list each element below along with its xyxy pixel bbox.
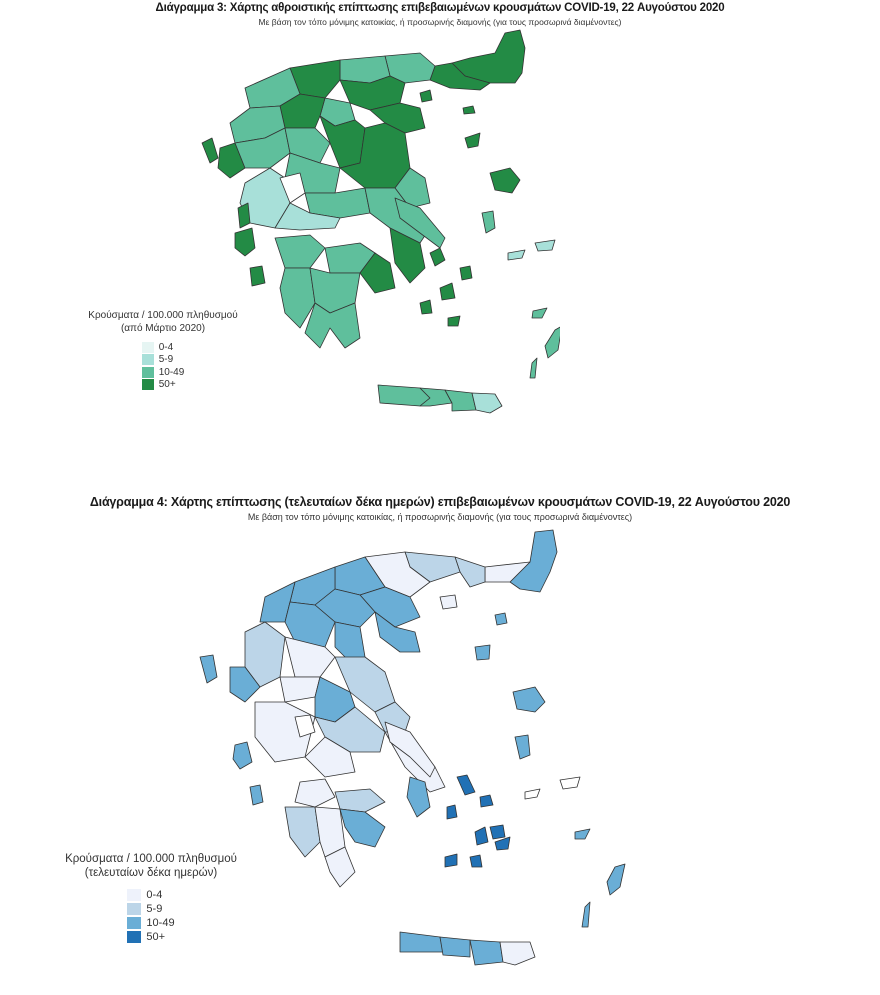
legend-swatch — [142, 367, 154, 378]
region — [400, 932, 443, 952]
region — [440, 595, 457, 609]
region — [470, 855, 482, 867]
region — [280, 677, 320, 702]
legend-item — [127, 888, 174, 902]
region — [500, 942, 535, 965]
legend-label: 10-49 — [158, 366, 185, 378]
region — [448, 316, 460, 326]
region — [508, 250, 525, 260]
legend-item — [127, 916, 174, 930]
region — [250, 266, 265, 286]
region — [607, 864, 625, 895]
legend-swatch — [127, 917, 141, 929]
legend-item — [142, 341, 185, 354]
region — [465, 133, 480, 148]
region — [335, 622, 365, 662]
region — [472, 393, 502, 413]
map1-legend-title-line1: Κρούσματα / 100.000 πληθυσμού — [88, 310, 238, 321]
region — [475, 827, 488, 845]
region — [285, 637, 335, 677]
region — [510, 530, 557, 592]
legend-label: 5-9 — [158, 354, 174, 366]
region — [460, 266, 472, 280]
legend-swatch — [142, 342, 154, 353]
legend-label: 0-4 — [146, 889, 163, 901]
region — [530, 358, 537, 378]
map2-subtitle: Με βάση τον τόπο μόνιμης κατοικίας, ή προσωρινής διαμονής (για τους προσωρινά διαμένοντες) — [247, 512, 633, 522]
region — [457, 775, 475, 795]
region — [575, 829, 590, 839]
legend-label: 50+ — [158, 379, 176, 391]
region — [535, 240, 555, 251]
legend-label: 10-49 — [146, 917, 175, 929]
map1-subtitle: Με βάση τον τόπο μόνιμης κατοικίας, ή προσωρινής διαμονής (για τους προσωρινά διαμένοντες) — [258, 17, 622, 27]
legend-item — [127, 902, 174, 916]
legend-label: 5-9 — [146, 903, 163, 915]
legend-item — [142, 379, 185, 392]
map2-title: Διάγραμμα 4: Χάρτης επίπτωσης (τελευταίων δέκα ημερών) επιβεβαιωμένων κρουσμάτων COVID-19, 22 Αυγούστου 2020 — [89, 495, 791, 509]
region — [463, 106, 475, 114]
region — [513, 687, 545, 712]
region — [445, 854, 457, 867]
region — [582, 902, 590, 927]
region — [250, 785, 263, 805]
region — [275, 235, 325, 268]
region — [532, 308, 547, 318]
region — [480, 795, 493, 807]
region — [440, 937, 470, 957]
region — [430, 248, 445, 266]
map2-legend-title-line2: (τελευταίων δέκα ημερών) — [84, 867, 218, 879]
region — [525, 789, 540, 799]
region — [335, 789, 385, 812]
region — [238, 203, 250, 228]
region — [545, 326, 560, 358]
legend-swatch — [127, 889, 141, 901]
region — [470, 940, 503, 965]
legend-swatch — [127, 903, 141, 915]
region — [515, 735, 530, 759]
region — [420, 300, 432, 314]
region — [200, 655, 217, 683]
legend-label: 0-4 — [158, 341, 174, 353]
region — [482, 211, 495, 233]
region — [490, 168, 520, 193]
region — [560, 777, 580, 789]
legend-swatch — [127, 931, 141, 943]
region — [420, 90, 432, 102]
region — [235, 228, 255, 256]
map2-legend-title-line1: Κρούσματα / 100.000 πληθυσμού — [65, 853, 237, 865]
legend-swatch — [142, 379, 154, 390]
region — [490, 825, 505, 839]
map1-title: Διάγραμμα 3: Χάρτης αθροιστικής επίπτωσης επιβεβαιωμένων κρουσμάτων COVID-19, 22 Αυγούστου 2020 — [155, 2, 725, 14]
map2-legend — [26, 852, 276, 946]
region — [495, 613, 507, 625]
region — [340, 809, 385, 847]
region — [495, 837, 510, 850]
region — [447, 805, 457, 819]
region — [295, 779, 335, 807]
legend-item — [142, 354, 185, 367]
legend-item — [142, 366, 185, 379]
legend-label: 50+ — [146, 931, 166, 943]
region — [285, 807, 320, 857]
region — [475, 645, 490, 660]
region — [202, 138, 218, 163]
legend-item — [127, 930, 174, 944]
region — [440, 283, 455, 300]
legend-swatch — [142, 354, 154, 365]
map1-legend — [58, 309, 268, 393]
map1-legend-title-line2: (από Μάρτιο 2020) — [120, 323, 206, 334]
region — [233, 742, 252, 769]
